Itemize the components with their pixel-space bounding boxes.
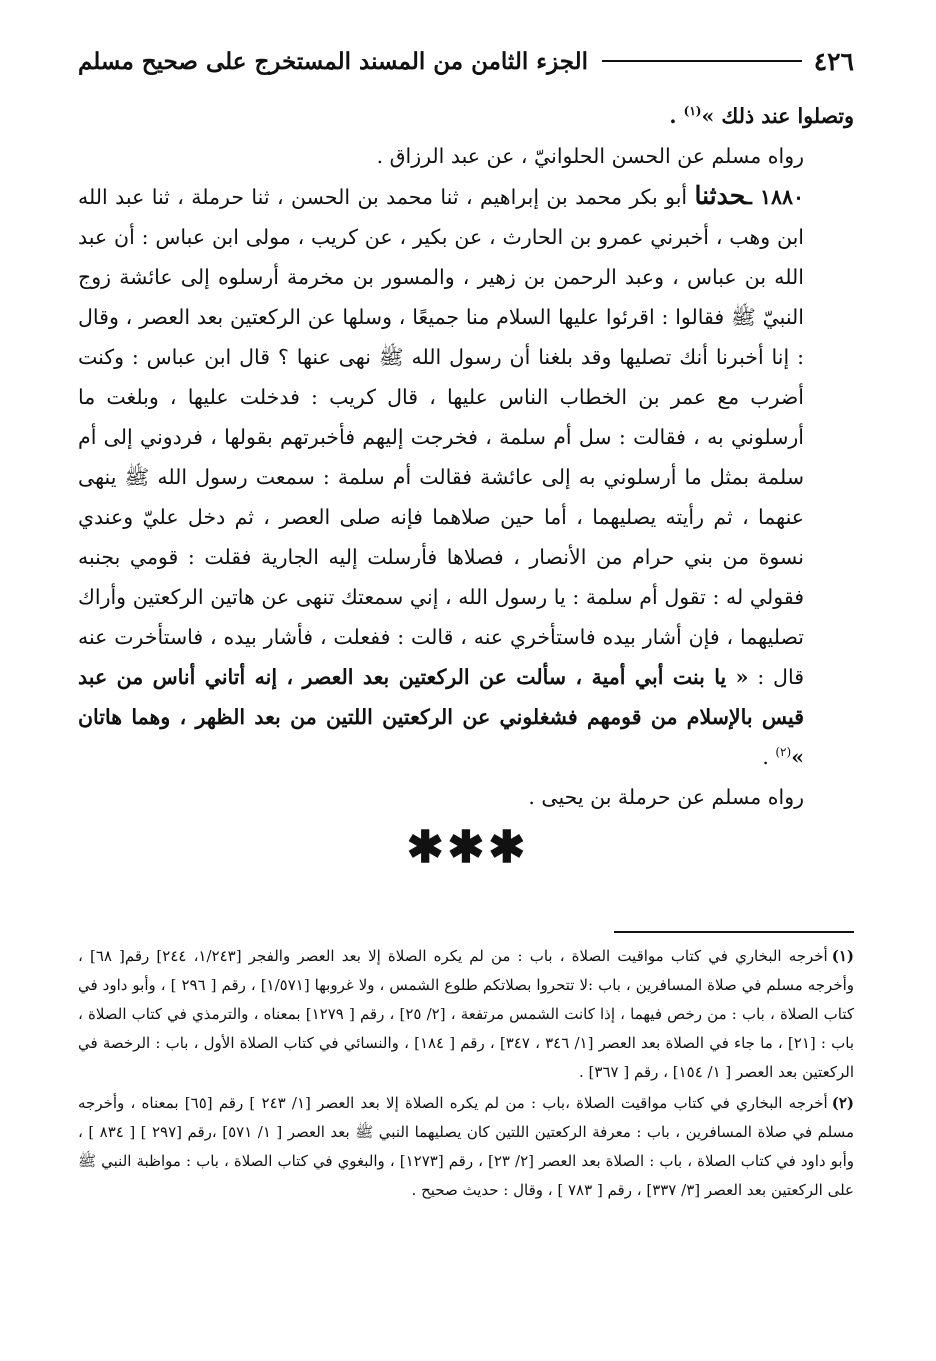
hadith-end: . — [762, 745, 776, 769]
paragraph-closing-quote — [78, 96, 854, 136]
footnote-2 — [78, 1089, 854, 1205]
paragraph-hadith-1880 — [78, 176, 854, 777]
footnote-ref-1: (١) — [683, 104, 702, 119]
footnote-marker: (٢) — [831, 1094, 854, 1112]
paragraph-riwaya-1: رواه مسلم عن الحسن الحلوانيّ ، عن عبد الرزاق . — [376, 144, 804, 168]
page-number: ٤٢٦ — [813, 46, 854, 76]
paragraph-riwaya-2: رواه مسلم عن حرملة بن يحيى . — [528, 785, 804, 809]
footnote-marker: (١) — [831, 947, 855, 965]
hadith-text: أبو بكر محمد بن إبراهيم ، ثنا محمد بن الحسن ، ثنا حرملة ، ثنا عبد الله ابن وهب ، أخبرني عمرو بن الحارث ، عن بكير ، عن كريب ، مولى ابن عباس : أن عبد الله بن عباس ، وعبد الرحمن بن زهير ، والمسور بن مخرمة أرسلوه إلى عائشة زوج النبيّ ﷺ فقالوا : اقرئوا عليها السلام منا جميعًا ، وسلها عن الركعتين بعد العصر ، وقال : إنا أخبرنا أنك تصليها وقد بلغنا أن رسول الله ﷺ نهى عنها ؟ قال ابن عباس : وكنت أضرب مع عمر بن الخطاب الناس عليها ، قال كريب : فدخلت عليها ، وبلغت ما أرسلوني به ، فقالت : سل أم سلمة ، فخرجت إليهم فأخبرتهم بقولها ، فردوني إلى أم سلمة بمثل ما أرسلوني به إلى عائشة فقالت أم سلمة : سمعت رسول الله ﷺ ينهى عنهما ، ثم رأيته يصليهما ، أما حين صلاهما فإنه صلى العصر ، ثم دخل عليّ وعندي نسوة من بني حرام من الأنصار ، فصلاها فأرسلت إليه الجارية فقلت : قومي بجنبه فقولي له : تقول أم سلمة : يا رسول الله ، إني سمعتك تنهى عن هاتين الركعتين وأراك تصليهما ، فإن أشار بيده فاستأخري عنه ، قالت : ففعلت ، فأشار بيده ، فاستأخرت عنه قال : — [78, 185, 804, 689]
footnote-ref-2: (٢) — [775, 745, 792, 760]
footnotes — [78, 942, 854, 1207]
running-title: الجزء الثامن من المسند المستخرج على صحيح مسلم — [78, 47, 588, 75]
section-divider-asterisks: ✱✱✱ — [406, 822, 530, 873]
footnote-text: أخرجه البخاري في كتاب مواقيت الصلاة ،باب : من لم يكره الصلاة إلا بعد العصر [١/ ٢٤٣ ] رقم [٦٥] بمعناه ، وأخرجه مسلم في صلاة المسافرين ، باب : معرفة الركعتين اللتين كان يصليهما النبي ﷺ بعد العصر [ ١/ ٥٧١] ،رقم [٢٩٧ ] [ ٨٣٤ ] ، وأبو داود في كتاب الصلاة ، باب : الصلاة بعد العصر [٢/ ٢٣] ، رقم [١٢٧٣] ، والبغوي في كتاب الصلاة ، باب : مواظبة النبي ﷺ على الركعتين بعد العصر [٣/ ٣٣٧] ، رقم [ ٧٨٣ ] ، وقال : حديث صحيح . — [78, 1094, 855, 1199]
hadith-number: ١٨٨٠ ـ — [745, 185, 804, 209]
closing-quote-text: وتصلوا عند ذلك » — [701, 104, 854, 128]
haddathana-keyword: حدثنا — [694, 181, 746, 210]
page-header — [78, 40, 854, 82]
footnote-rule — [614, 931, 854, 933]
main-text — [78, 96, 854, 817]
footnote-text: أخرجه البخاري في كتاب مواقيت الصلاة ، باب : من لم يكره الصلاة إلا بعد العصر والفجر [١/٢٤٣، ٢٤٤] رقم[ ٦٨] ، وأخرجه مسلم في صلاة المسافرين ، باب :لا تتحروا بصلاتكم طلوع الشمس ، ولا غروبها [١/٥٧١] ، رقم [ ٢٩٦ ] ، وأبو داود في كتاب الصلاة ، باب : من رخص فيهما ، إذا كانت الشمس مرتفعة ، [٢/ ٢٥] ، رقم [ ١٢٧٩] بمعناه ، والترمذي في كتاب الصلاة ، باب : [٢١] ، ما جاء في الصلاة بعد العصر [١/ ٣٤٦ ، ٣٤٧] ، رقم [ ١٨٤] ، والنسائي في كتاب الصلاة الأول ، باب : الرخصة في الركعتين بعد العصر [ ١/ ١٥٤] ، رقم [ ٣٦٧] . — [78, 947, 855, 1081]
closing-quote-end: . — [669, 104, 684, 128]
hadith-quote: « يا بنت أبي أمية ، سألت عن الركعتين بعد العصر ، إنه أتاني أناس من عبد قيس بالإسلام من قومهم فشغلوني عن الركعتين اللتين من بعد الظهر ، وهما هاتان » — [78, 665, 804, 769]
footnote-1 — [78, 942, 854, 1087]
header-rule — [602, 60, 802, 62]
